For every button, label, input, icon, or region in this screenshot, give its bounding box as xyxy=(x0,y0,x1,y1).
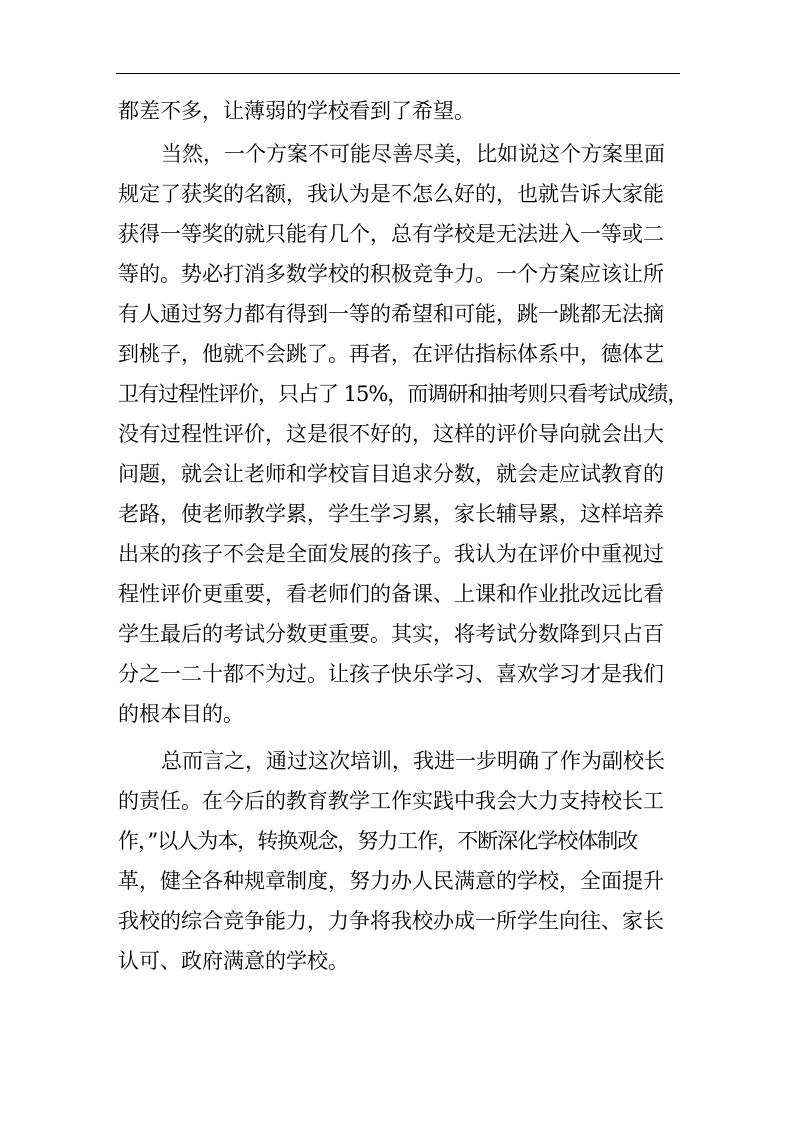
text-line: 没有过程性评价，这是很不好的，这样的评价导向就会出大 xyxy=(118,422,664,446)
text-line: 程性评价更重要，看老师们的备课、上课和作业批改远比看 xyxy=(118,582,664,606)
text-line: 分之一二十都不为过。让孩子快乐学习、喜欢学习才是我们 xyxy=(118,662,664,686)
text-line: 老路，使老师教学累，学生学习累，家长辅导累，这样培养 xyxy=(118,502,664,526)
text-line: 到桃子，他就不会跳了。再者，在评估指标体系中，德体艺 xyxy=(118,342,664,366)
text-line: 等的。势必打消多数学校的积极竞争力。一个方案应该让所 xyxy=(118,262,664,286)
text-line: 规定了获奖的名额，我认为是不怎么好的，也就告诉大家能 xyxy=(118,182,664,206)
text-line: 革，健全各种规章制度，努力办人民满意的学校，全面提升 xyxy=(118,869,664,893)
text-line: 作，”以人为本，转换观念，努力工作，不断深化学校体制改 xyxy=(118,829,638,853)
text-line: 学生最后的考试分数更重要。其实，将考试分数降到只占百 xyxy=(118,622,664,646)
text-line: 有人通过努力都有得到一等的希望和可能，跳一跳都无法摘 xyxy=(118,302,664,326)
header-rule xyxy=(116,73,680,74)
paragraph-start-line: 当然，一个方案不可能尽善尽美，比如说这个方案里面 xyxy=(161,142,665,166)
text-line: 问题，就会让老师和学校盲目追求分数，就会走应试教育的 xyxy=(118,462,664,486)
text-line: 的根本目的。 xyxy=(118,702,244,726)
text-line: 卫有过程性评价，只占了 15%，而调研和抽考则只看考试成绩， xyxy=(118,382,688,406)
text-line: 都差不多，让薄弱的学校看到了希望。 xyxy=(118,99,475,123)
text-line: 认可、政府满意的学校。 xyxy=(118,949,349,973)
text-line: 出来的孩子不会是全面发展的孩子。我认为在评价中重视过 xyxy=(118,542,664,566)
text-line: 的责任。在今后的教育教学工作实践中我会大力支持校长工 xyxy=(118,789,664,813)
text-line: 我校的综合竞争能力，力争将我校办成一所学生向往、家长 xyxy=(118,909,664,933)
text-line: 获得一等奖的就只能有几个，总有学校是无法进入一等或二 xyxy=(118,222,664,246)
paragraph-start-line: 总而言之，通过这次培训，我进一步明确了作为副校长 xyxy=(161,749,665,773)
